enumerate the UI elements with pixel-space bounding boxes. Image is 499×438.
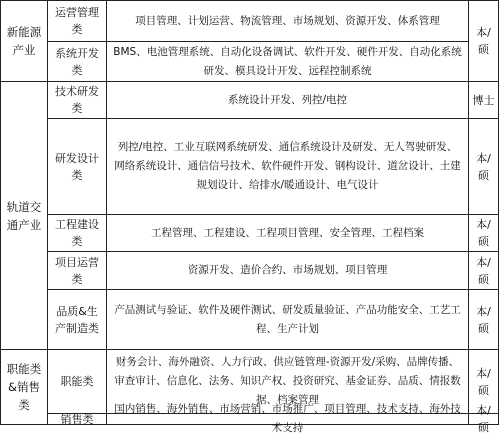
- degree-technical-rd: 博士: [469, 82, 499, 119]
- degree-rd-design: 本/硕: [469, 119, 499, 215]
- degree-quality-manufacturing: 本/硕: [469, 290, 499, 350]
- content-technical-rd: 系统设计开发、列控/电控: [107, 82, 469, 119]
- degree-new-energy: 本/硕: [469, 0, 499, 82]
- content-sales: 国内销售、海外销售、市场营销、市场推广、项目管理、技术支持、海外技术支持: [107, 414, 469, 425]
- content-operations-management: 项目管理、计划运营、物流管理、市场规划、资源开发、体系管理: [107, 0, 469, 42]
- sub-project-operations: 项目运营类: [48, 252, 107, 290]
- degree-sales: 本/硕: [469, 414, 499, 425]
- content-rd-design: 列控/电控、工业互联网系统研发、通信系统设计及研发、无人驾驶研发、网络系统设计、通信信号技术、软件硬件开发、钢构设计、道岔设计、土建规划设计、给排水/暖通设计、电气设计: [107, 119, 469, 215]
- sub-rd-design: 研发设计类: [48, 119, 107, 215]
- content-quality-manufacturing: 产品测试与验证、软件及硬件测试、研发质量验证、产品功能安全、工艺工程、生产计划: [107, 290, 469, 350]
- content-engineering-construction: 工程管理、工程建设、工程项目管理、安全管理、工程档案: [107, 215, 469, 252]
- category-new-energy: 新能源产业: [0, 0, 48, 82]
- content-system-development: BMS、电池管理系统、自动化设备调试、软件开发、硬件开发、自动化系统研发、模具设计开发、远程控制系统: [107, 42, 469, 82]
- sub-engineering-construction: 工程建设类: [48, 215, 107, 252]
- sub-system-development: 系统开发类: [48, 42, 107, 82]
- degree-functional: 本/硕: [469, 350, 499, 414]
- sub-functional: 职能类: [48, 350, 107, 414]
- content-project-operations: 资源开发、造价合约、市场规划、项目管理: [107, 252, 469, 290]
- degree-engineering-construction: 本/硕: [469, 215, 499, 252]
- category-function-sales: 职能类&销售类: [0, 350, 48, 425]
- content-functional: 财务会计、海外融资、人力行政、供应链管理-资源开发/采购、品牌传播、审查审计、信息化、法务、知识产权、投资研究、基金证券、品质、情报数据、档案管理: [107, 350, 469, 414]
- sub-operations-management: 运营管理类: [48, 0, 107, 42]
- degree-project-operations: 本/硕: [469, 252, 499, 290]
- category-rail-transit: 轨道交通产业: [0, 82, 48, 350]
- sub-technical-rd: 技术研发类: [48, 82, 107, 119]
- sub-quality-manufacturing: 品质&生产制造类: [48, 290, 107, 350]
- sub-sales: 销售类: [48, 414, 107, 425]
